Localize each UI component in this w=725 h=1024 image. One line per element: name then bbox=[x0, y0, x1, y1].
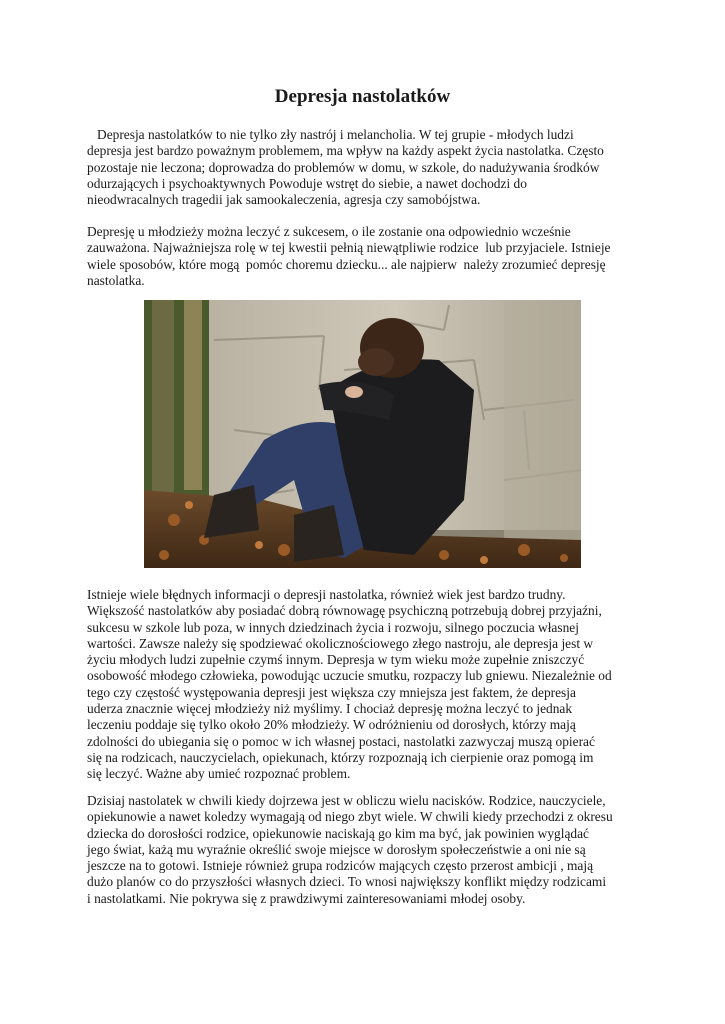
text-line: jego świat, każą mu wyraźnie określić swoje miejsce w dorosłym społeczeństwie a oni nie są bbox=[87, 841, 586, 857]
text-line: leczeniu poddaje się tylko około 20% młodzieży. W odróżnieniu od dorosłych, którzy mają bbox=[87, 717, 576, 733]
text-line: pozostaje nie leczona; doprowadza do problemów w domu, w szkole, do nadużywania środków bbox=[87, 159, 600, 175]
text-line: dziecka do dorosłości rodzice, opiekunowie naciskają go kim ma być, jak powinien wyglądać bbox=[87, 825, 589, 841]
paragraph-misconceptions bbox=[87, 587, 643, 783]
text-line: wartości. Zawsze należy się spodziewać okolicznościowego złego nastroju, ale depresja jest w bbox=[87, 635, 594, 651]
text-line: tego czy częstość występowania depresji jest większa czy mniejsza jest faktem, że depresja bbox=[87, 684, 576, 700]
text-line: Depresję u młodzieży można leczyć z sukcesem, o ile zostanie ona odpowiednio wcześnie bbox=[87, 224, 571, 239]
text-line: Istnieje wiele błędnych informacji o depresji nastolatka, również wiek jest bardzo trudny. bbox=[87, 587, 566, 602]
photo-sad-teenager bbox=[144, 300, 581, 568]
text-line: osobowość młodego człowieka, powodując uczucie smutku, rozpaczy lub gniewu. Niezależnie od bbox=[87, 668, 612, 684]
text-line: jeszcze na to gotowi. Istnieje również grupa rodziców mających często przerost ambicji , mają bbox=[87, 858, 594, 874]
text-line: sukcesu w szkole lub poza, w innych dziedzinach życia i rozwoju, silnego poczucia własnej bbox=[87, 619, 579, 635]
text-line: nieodwracalnych tragedii jak samookaleczenia, agresja czy samobójstwa. bbox=[87, 192, 481, 208]
text-line: odurzających i psychoaktywnych Powoduje wstręt do siebie, a nawet dochodzi do bbox=[87, 175, 527, 191]
paragraph-treatment bbox=[87, 224, 643, 289]
text-line: życiu młodych ludzi zupełnie czymś innym. Depresja w tym wieku może zupełnie zniszczyć bbox=[87, 652, 585, 668]
text-line: dużo planów co do przyszłości własnych dzieci. To wnosi największy konflikt między rodzicami bbox=[87, 874, 607, 890]
text-line: Depresja nastolatków to nie tylko zły nastrój i melancholia. W tej grupie - młodych ludzi bbox=[87, 127, 574, 142]
text-line: Dzisiaj nastolatek w chwili kiedy dojrzewa jest w obliczu wielu nacisków. Rodzice, nauczyciele, bbox=[87, 793, 606, 808]
text-line: opiekunowie a nawet koledzy wymagają od niego zbyt wiele. W chwili kiedy przechodzi z okresu bbox=[87, 809, 613, 825]
text-line: zdolności do ubiegania się o pomoc w ich własnej postaci, nastolatki zazwyczaj muszą opierać bbox=[87, 733, 595, 749]
text-line: Większość nastolatków aby posiadać dobrą równowagę psychiczną potrzebują dobrej przyjaźni, bbox=[87, 603, 602, 619]
document-title: Depresja nastolatków bbox=[274, 86, 451, 107]
text-line: wiele sposobów, które mogą pomóc choremu dziecku... ale najpierw należy zrozumieć depresję bbox=[87, 256, 606, 272]
text-line: się na rodzicach, nauczycielach, opiekunach, którzy rozpoznają ich cierpienie oraz pomogą im bbox=[87, 749, 594, 765]
text-line: i nastolatkami. Nie pokrywa się z prawdziwymi zainteresowaniami młodej osoby. bbox=[87, 890, 526, 906]
paragraph-intro bbox=[87, 127, 643, 208]
text-line: zauważona. Najważniejsza rolę w tej kwestii pełnią niewątpliwie rodzice lub przyjaciele. Istnieje bbox=[87, 240, 611, 256]
text-line: depresja jest bardzo poważnym problemem, ma wpływ na każdy aspekt życia nastolatka. Często bbox=[87, 143, 604, 159]
paragraph-pressures bbox=[87, 793, 643, 907]
text-line: nastolatka. bbox=[87, 272, 145, 288]
text-line: się leczyć. Ważne aby umieć rozpoznać problem. bbox=[87, 766, 351, 782]
text-line: uderza znacznie więcej młodzieży niż myślimy. I chociaż depresję można leczyć to jednak bbox=[87, 701, 573, 717]
